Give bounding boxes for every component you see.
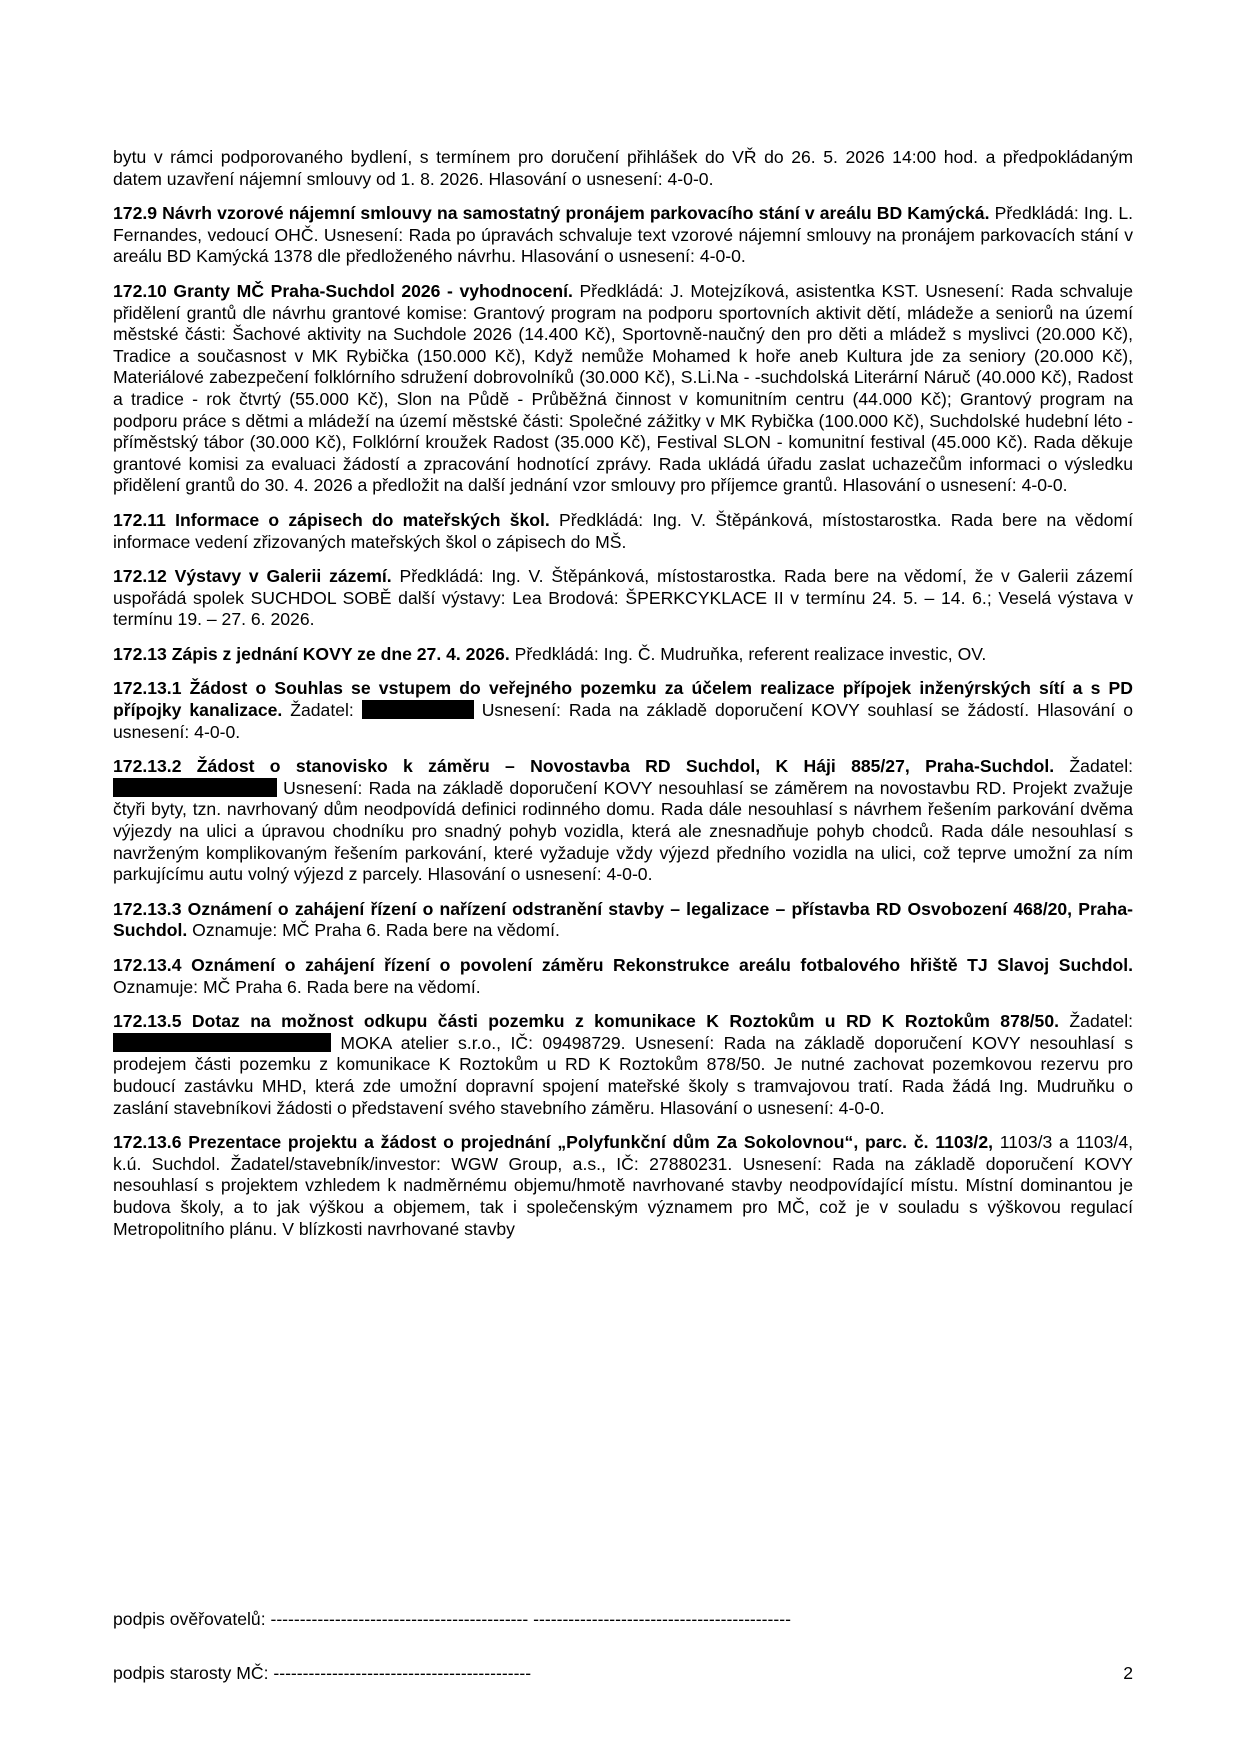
resolution-heading: 172.13 Zápis z jednání KOVY ze dne 27. 4. 2026.: [113, 643, 510, 664]
resolution-172-11: [113, 510, 1133, 553]
paragraph-text: bytu v rámci podporovaného bydlení, s termínem pro doručení přihlášek do VŘ do 26. 5. 2026 14:00 hod. a předpokládaným datem uzavření nájemní smlouvy od 1. 8. 2026. Hlasování o usnesení: 4-0-0.: [113, 147, 1133, 189]
resolution-172-13-4: [113, 955, 1133, 998]
paragraph-text: Předkládá: J. Motejzíková, asistentka KST. Usnesení: Rada schvaluje přidělení grantů dle návrhu grantové komise: Grantový program na podporu sportovních aktivit dětí, mládeže a seniorů na území městské části: Šachové aktivity na Suchdole 2026 (14.400 Kč), Sportovně-naučný den pro děti a mládež s myslivci (20.000 Kč), Tradice a současnost v MK Rybička (150.000 Kč), Když nemůže Mohamed k hoře aneb Kultura jde za seniory (20.000 Kč), Materiálové zabezpečení folklórního sdružení dobrovolníků (30.000 Kč), S.Li.Na - -suchdolská Literární Náruč (40.000 Kč), Radost a tradice - rok čtvrtý (55.000 Kč), Slon na Půdě - Průběžná činnost v komunitním centru (44.000 Kč); Grantový program na podporu práce s dětmi a mládeží na území městské části: Společné zážitky v MK Rybička (100.000 Kč), Suchdolské hudební léto - příměstský tábor (30.000 Kč), Folklórní kroužek Radost (35.000 Kč), Festival SLON - komunitní festival (45.000 Kč). Rada děkuje grantové komisi za evaluaci žádostí a zpracování hodnotící zprávy. Rada ukládá úřadu zaslat uchazečům informaci o výsledku přidělení grantů do 30. 4. 2026 a předložit na další jednání vzor smlouvy pro příjemce grantů. Hlasování o usnesení: 4-0-0.: [113, 280, 1133, 496]
resolution-heading: 172.13.5 Dotaz na možnost odkupu části pozemku z komunikace K Roztokům u RD K Roztokům 878/50.: [113, 1011, 1060, 1032]
resolution-172-13-6: [113, 1132, 1133, 1240]
paragraph-text: Žadatel:: [282, 700, 362, 721]
resolution-172-13: [113, 644, 1133, 666]
resolution-heading: 172.13.2 Žádost o stanovisko k záměru – Novostavba RD Suchdol, K Háji 885/27, Praha-Suchdol.: [113, 756, 1055, 777]
paragraph-text: Oznamuje: MČ Praha 6. Rada bere na vědomí.: [187, 920, 560, 941]
resolution-heading: 172.13.3 Oznámení o zahájení řízení o nařízení odstranění stavby – legalizace – přístavba RD Osvobození 468/20, Praha-Suchdol.: [113, 898, 1133, 941]
paragraph-text: Žadatel:: [1054, 756, 1134, 777]
paragraph-text: Oznamuje: MČ Praha 6. Rada bere na vědomí.: [113, 976, 481, 997]
resolution-heading: 172.13.1 Žádost o Souhlas se vstupem do veřejného pozemku za účelem realizace přípojek inženýrských sítí a s PD přípojky kanalizace.: [113, 678, 1133, 721]
document-page: [113, 147, 1133, 1253]
resolution-heading: 172.9 Návrh vzorové nájemní smlouvy na samostatný pronájem parkovacího stání v areálu BD Kamýcká.: [113, 203, 990, 224]
paragraph-text: 1103/3 a 1103/4, k.ú. Suchdol. Žadatel/stavebník/investor: WGW Group, a.s., IČ: 27880231. Usnesení: Rada na základě doporučení KOVY nesouhlasí s projektem vzhledem k nadměrnému objemu/hmotě navrhované stavby neodpovídající místu. Místní dominantou je budova školy, a to jak výškou a objemem, tak i společenským významem pro MČ, což je v souladu s výškovou regulací Metropolitního plánu. V blízkosti navrhované stavby: [113, 1132, 1133, 1239]
paragraph-text: Předkládá: Ing. V. Štěpánková, místostarostka. Rada bere na vědomí informace vedení zřizovaných mateřských škol o zápisech do MŠ.: [113, 509, 1134, 552]
resolution-172-10: [113, 281, 1133, 497]
resolution-heading: 172.13.4 Oznámení o zahájení řízení o povolení záměru Rekonstrukce areálu fotbalového hřiště TJ Slavoj Suchdol.: [113, 955, 1133, 975]
resolution-172-13-5: [113, 1011, 1133, 1119]
resolution-172-12: [113, 566, 1133, 631]
redaction-block: [113, 778, 277, 797]
resolution-172-13-2: [113, 756, 1133, 886]
paragraph-text: Předkládá: Ing. L. Fernandes, vedoucí OHČ. Usnesení: Rada po úpravách schvaluje text vzorové nájemní smlouvy na pronájem parkovacích stání v areálu BD Kamýcká 1378 dle předloženého návrhu. Hlasování o usnesení: 4-0-0.: [113, 203, 1133, 267]
mayor-signature-line: [113, 1663, 1133, 1685]
redaction-block: [362, 700, 474, 719]
paragraph-text: Předkládá: Ing. Č. Mudruňka, referent realizace investic, OV.: [509, 643, 987, 664]
paragraph-text: Předkládá: Ing. V. Štěpánková, místostarostka. Rada bere na vědomí, že v Galerii zázemí uspořádá spolek SUCHDOL SOBĚ další výstavy: Lea Brodová: ŠPERKCYKLACE II v termínu 24. 5. – 14. 6.; Veselá výstava v termínu 19. – 27. 6. 2026.: [113, 566, 1133, 630]
resolution-172-13-1: [113, 678, 1133, 743]
resolution-172-13-3: [113, 899, 1133, 942]
resolution-heading: 172.13.6 Prezentace projektu a žádost o projednání „Polyfunkční dům Za Sokolovnou“, parc. č. 1103/2,: [113, 1132, 993, 1153]
mayor-signature-text: podpis starosty MČ: --------------------------------------------: [113, 1663, 532, 1683]
resolution-heading: 172.11 Informace o zápisech do mateřských škol.: [113, 509, 550, 530]
redaction-block: [113, 1033, 331, 1052]
verifiers-signature-text: podpis ověřovatelů: -------------------------------------------- --------------------------------------------: [113, 1609, 791, 1629]
resolution-heading: 172.12 Výstavy v Galerii zázemí.: [113, 566, 392, 587]
paragraph-text: MOKA atelier s.r.o., IČ: 09498729. Usnesení: Rada na základě doporučení KOVY nesouhlasí s prodejem části pozemku z komunikace K Roztokům u RD K Roztokům 878/50. Je nutné zachovat pozemkovou rezervu pro budoucí zastávku MHD, která zde umožní dopravní spojení mateřské školy s tramvajovou tratí. Rada žádá Ing. Mudruňku o zaslání stavebníkovi žádosti o představení svého stavebního záměru. Hlasování o usnesení: 4-0-0.: [113, 1032, 1133, 1118]
paragraph-text: Žadatel:: [1059, 1011, 1133, 1032]
paragraph-text: Usnesení: Rada na základě doporučení KOVY nesouhlasí se záměrem na novostavbu RD. Projekt zvažuje čtyři byty, tzn. navrhovaný dům neodpovídá definici rodinného domu. Rada dále nesouhlasí s návrhem řešením parkování dvěma výjezdy na ulici a úpravou chodníku pro snadný pohyb vozidla, která ale znesnadňuje pohyb chodců. Rada dále nesouhlasí s navrženým komplikovaným řešením parkování, které vyžaduje vždy výjezd předního vozidla na ulici, což teprve umožní za ním parkujícímu autu volný výjezd z parcely. Hlasování o usnesení: 4-0-0.: [113, 777, 1133, 885]
verifiers-signature-line: [113, 1609, 1133, 1631]
page-number: 2: [1123, 1663, 1133, 1683]
resolution-heading: 172.10 Granty MČ Praha-Suchdol 2026 - vyhodnocení.: [113, 280, 573, 301]
paragraph-text: Usnesení: Rada na základě doporučení KOVY souhlasí se žádostí. Hlasování o usnesení: 4-0-0.: [113, 700, 1133, 742]
resolution-172-9: [113, 203, 1133, 268]
paragraph-continuation: [113, 147, 1133, 190]
